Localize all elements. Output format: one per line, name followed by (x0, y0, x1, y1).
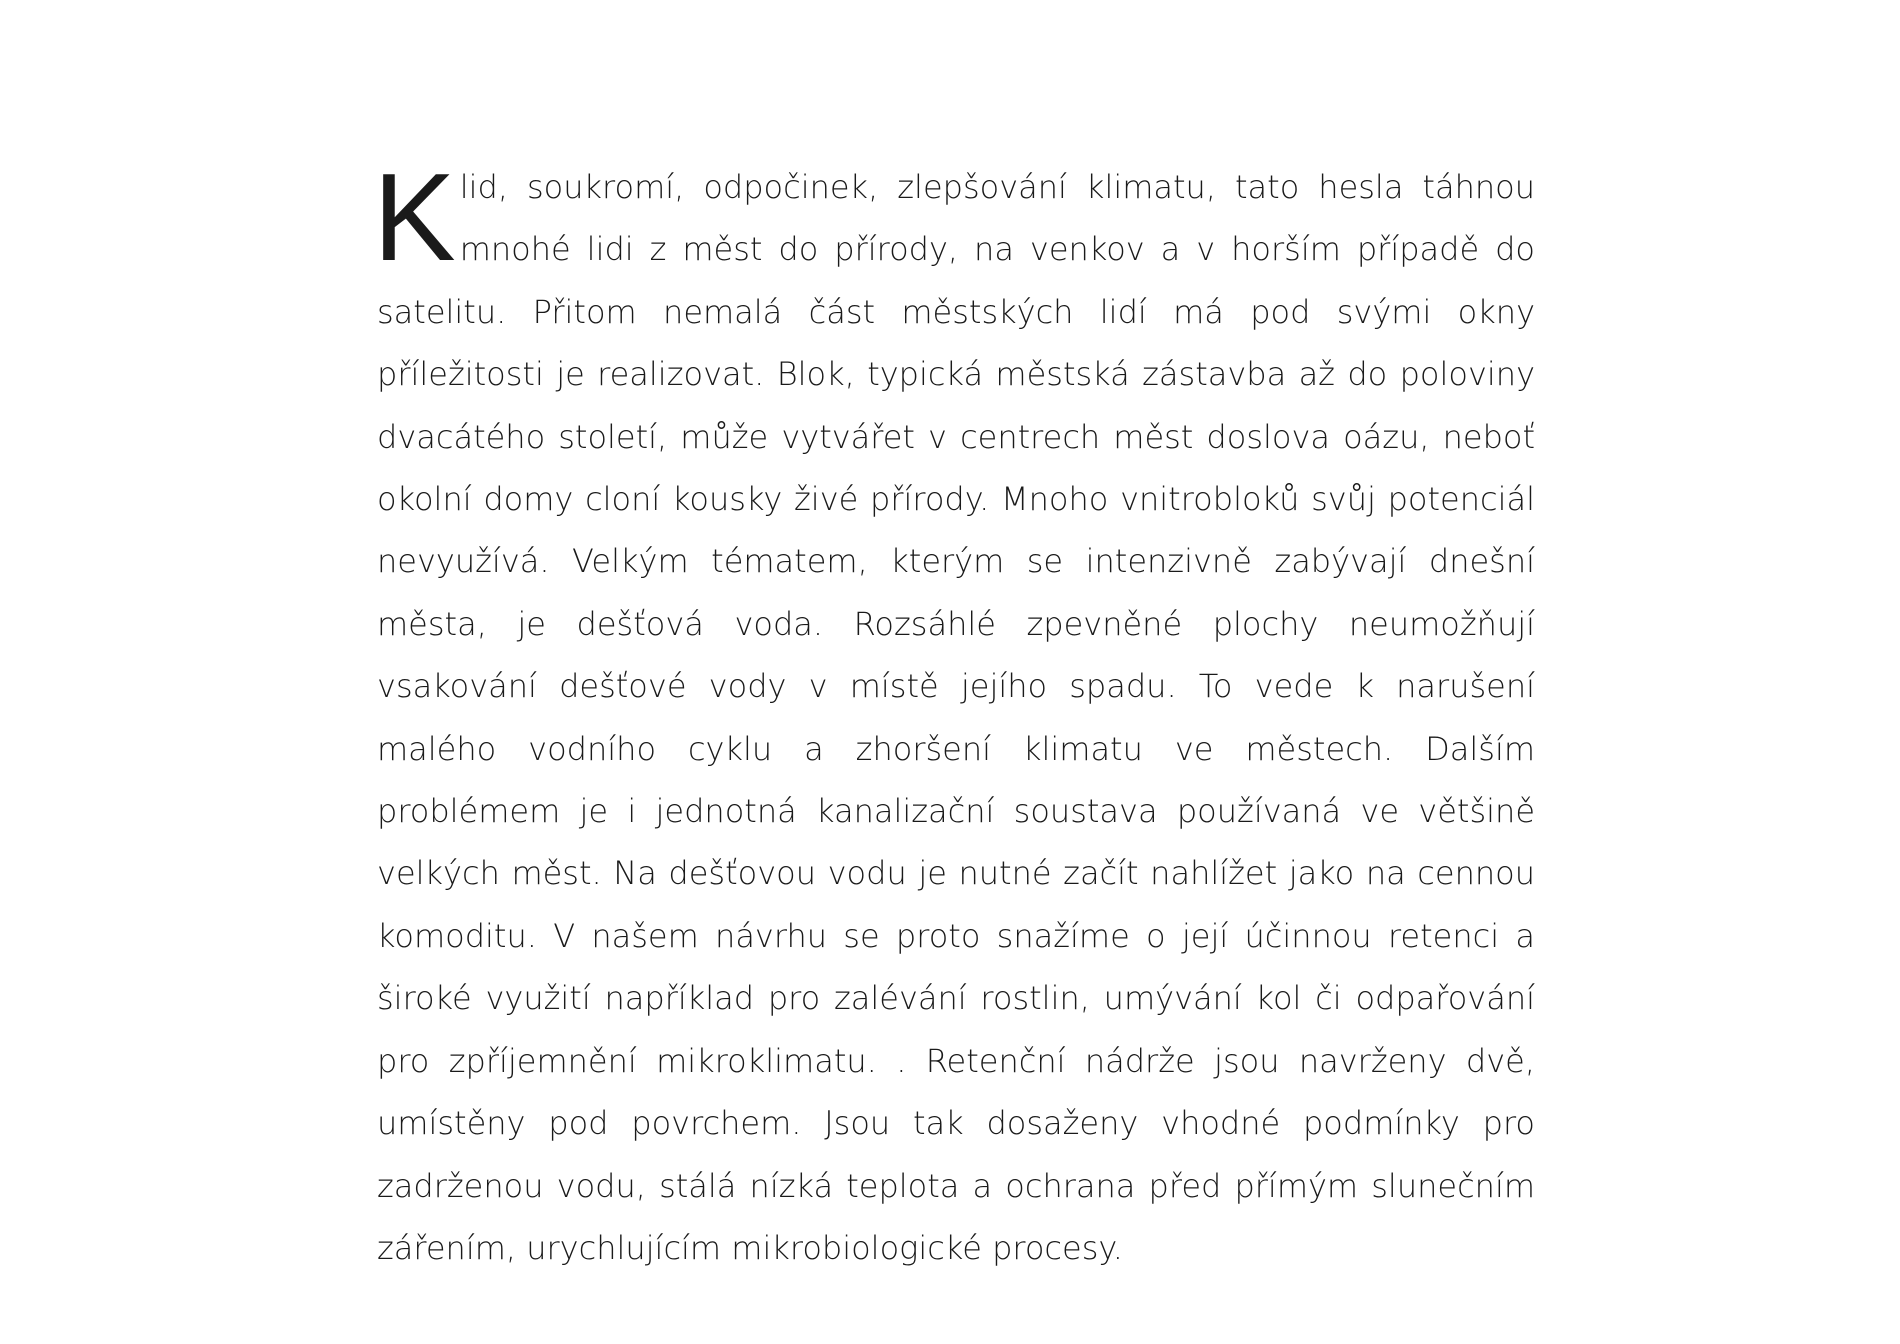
body-paragraph (373, 149, 1535, 1279)
drop-cap-letter: K (373, 149, 454, 287)
paragraph-text: lid, soukromí, odpočinek, zlepšování klimatu, tato hesla táhnou mnohé lidi z měst do přírody, na venkov a v horším případě do satelitu. Přitom nemalá část městských lidí má pod svými okny příležitosti je realizovat. Blok, typická městská zástavba až do poloviny dvacátého století, může vytvářet v centrech měst doslova oázu, neboť okolní domy cloní kousky živé přírody. Mnoho vnitrobloků svůj potenciál nevyužívá. Velkým tématem, kterým se intenzivně zabývají dnešní města, je dešťová voda. Rozsáhlé zpevněné plochy neumožňují vsakování dešťové vody v místě jejího spadu. To vede k narušení malého vodního cyklu a zhoršení klimatu ve městech. Dalším problémem je i jednotná kanalizační soustava používaná ve většině velkých měst. Na dešťovou vodu je nutné začít nahlížet jako na cennou komoditu. V našem návrhu se proto snažíme o její účinnou retenci a široké využití například pro zalévání rostlin, umývání kol či odpařování pro zpříjemnění mikroklimatu. . Retenční nádrže jsou navrženy dvě, umístěny pod povrchem. Jsou tak dosaženy vhodné podmínky pro zadrženou vodu, stálá nízká teplota a ochrana před přímým slunečním zářením, urychlujícím mikrobiologické procesy. (377, 168, 1535, 1267)
